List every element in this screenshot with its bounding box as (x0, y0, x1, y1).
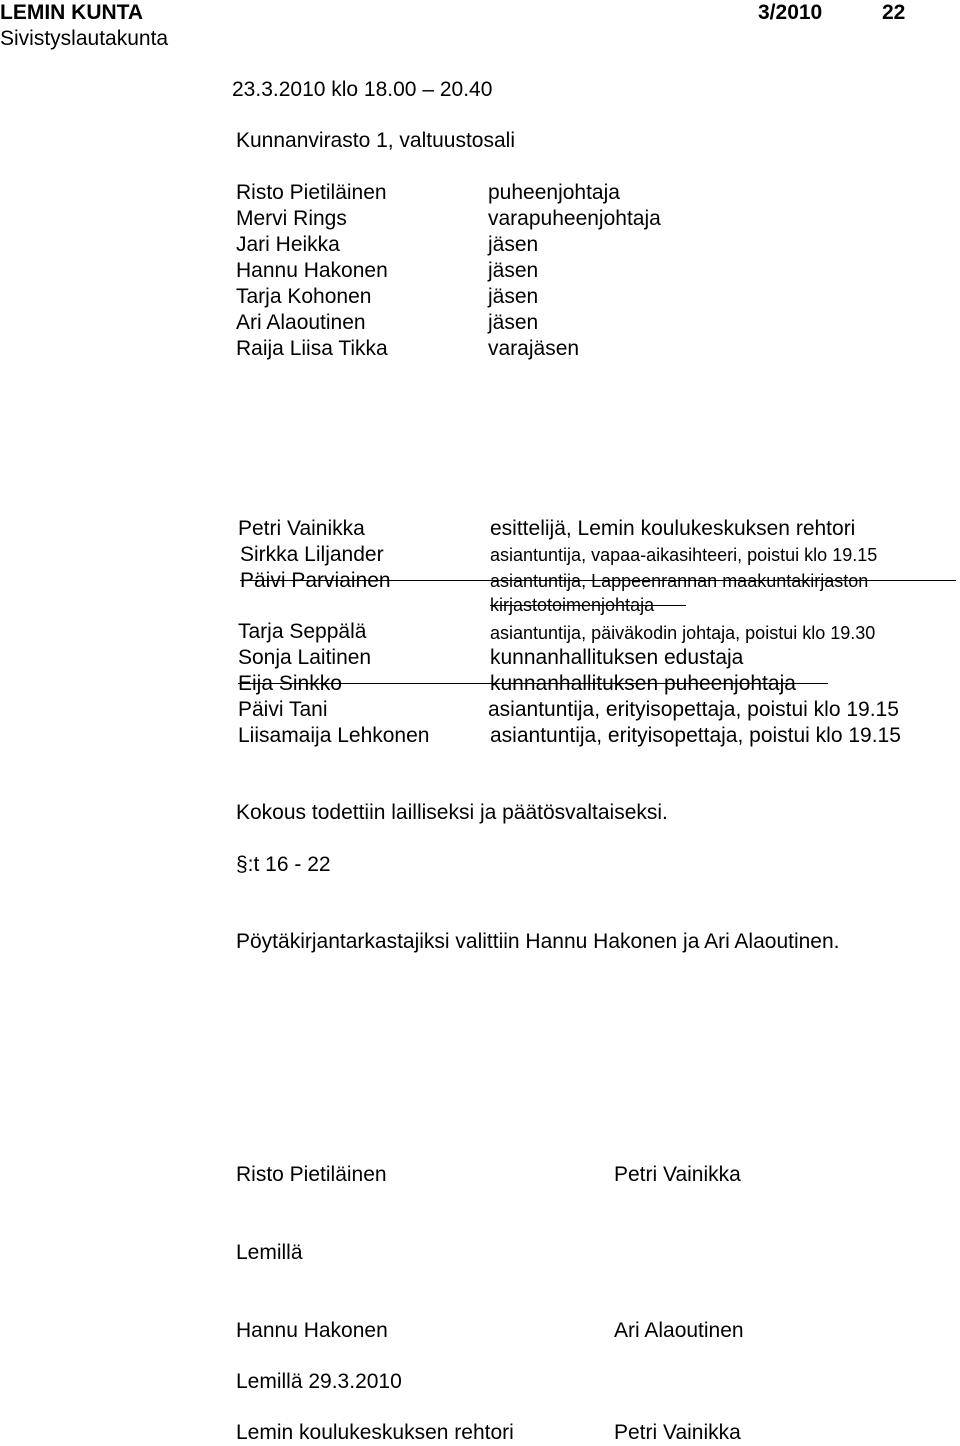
attendee-name: Eija Sinkko (238, 672, 342, 695)
member-name: Hannu Hakonen (236, 259, 388, 282)
display-date-place: Lemillä 29.3.2010 (236, 1370, 402, 1393)
attendee-role: kunnanhallituksen edustaja (490, 646, 744, 669)
attendee-role-continued: kirjastotoimenjohtaja (490, 595, 655, 615)
meeting-place: Kunnanvirasto 1, valtuustosali (236, 129, 515, 152)
sections-range: §:t 16 - 22 (236, 853, 331, 876)
inspector1-signature: Hannu Hakonen (236, 1319, 388, 1342)
member-name: Raija Liisa Tikka (236, 337, 388, 360)
page-number: 22 (882, 1, 906, 24)
attendee-name: Päivi Tani (238, 698, 328, 721)
inspectors-statement: Pöytäkirjantarkastajiksi valittiin Hannu Hakonen ja Ari Alaoutinen. (236, 930, 840, 953)
inspector2-signature: Ari Alaoutinen (614, 1319, 744, 1342)
quorum-statement: Kokous todettiin lailliseksi ja päätösvaltaiseksi. (236, 801, 668, 824)
attendee-name: Sirkka Liljander (240, 543, 384, 566)
member-role: jäsen (488, 259, 539, 282)
member-role: puheenjohtaja (488, 181, 620, 204)
strikethrough-line (240, 580, 956, 581)
municipality-name: LEMIN KUNTA (0, 1, 144, 24)
member-role: varajäsen (488, 337, 580, 360)
member-role: jäsen (488, 285, 539, 308)
attendee-role: asiantuntija, erityisopettaja, poistui klo 19.15 (490, 724, 901, 747)
attendee-role: esittelijä, Lemin koulukeskuksen rehtori (490, 517, 856, 540)
member-role: varapuheenjohtaja (488, 207, 661, 230)
member-name: Jari Heikka (236, 233, 340, 256)
secretary-signature: Petri Vainikka (614, 1163, 741, 1186)
strikethrough-line (238, 683, 828, 684)
member-role: jäsen (488, 311, 539, 334)
certifier-signature: Petri Vainikka (614, 1421, 741, 1444)
attendee-name: Tarja Seppälä (238, 620, 367, 643)
attendee-role: asiantuntija, Lappeenrannan maakuntakirjaston (490, 571, 869, 591)
attendee-name: Petri Vainikka (238, 517, 365, 540)
signing-place: Lemillä (236, 1241, 303, 1264)
board-name: Sivistyslautakunta (0, 27, 169, 50)
meeting-time: 23.3.2010 klo 18.00 – 20.40 (232, 78, 493, 101)
member-name: Ari Alaoutinen (236, 311, 366, 334)
member-name: Risto Pietiläinen (236, 181, 387, 204)
issue-number: 3/2010 (758, 1, 823, 24)
strikethrough-line (490, 605, 686, 606)
attendee-role: asiantuntija, päiväkodin johtaja, poistui klo 19.30 (490, 623, 876, 643)
certifier-title: Lemin koulukeskuksen rehtori (236, 1421, 514, 1444)
attendee-name: Liisamaija Lehkonen (238, 724, 430, 747)
attendee-name: Päivi Parviainen (240, 569, 391, 592)
attendee-role: kunnanhallituksen puheenjohtaja (490, 672, 796, 695)
attendee-name: Sonja Laitinen (238, 646, 372, 669)
member-role: jäsen (488, 233, 539, 256)
member-name: Mervi Rings (236, 207, 347, 230)
member-name: Tarja Kohonen (236, 285, 372, 308)
attendee-role: asiantuntija, vapaa-aikasihteeri, poistui klo 19.15 (490, 545, 878, 565)
attendee-role: asiantuntija, erityisopettaja, poistui klo 19.15 (488, 698, 899, 721)
chair-signature: Risto Pietiläinen (236, 1163, 387, 1186)
